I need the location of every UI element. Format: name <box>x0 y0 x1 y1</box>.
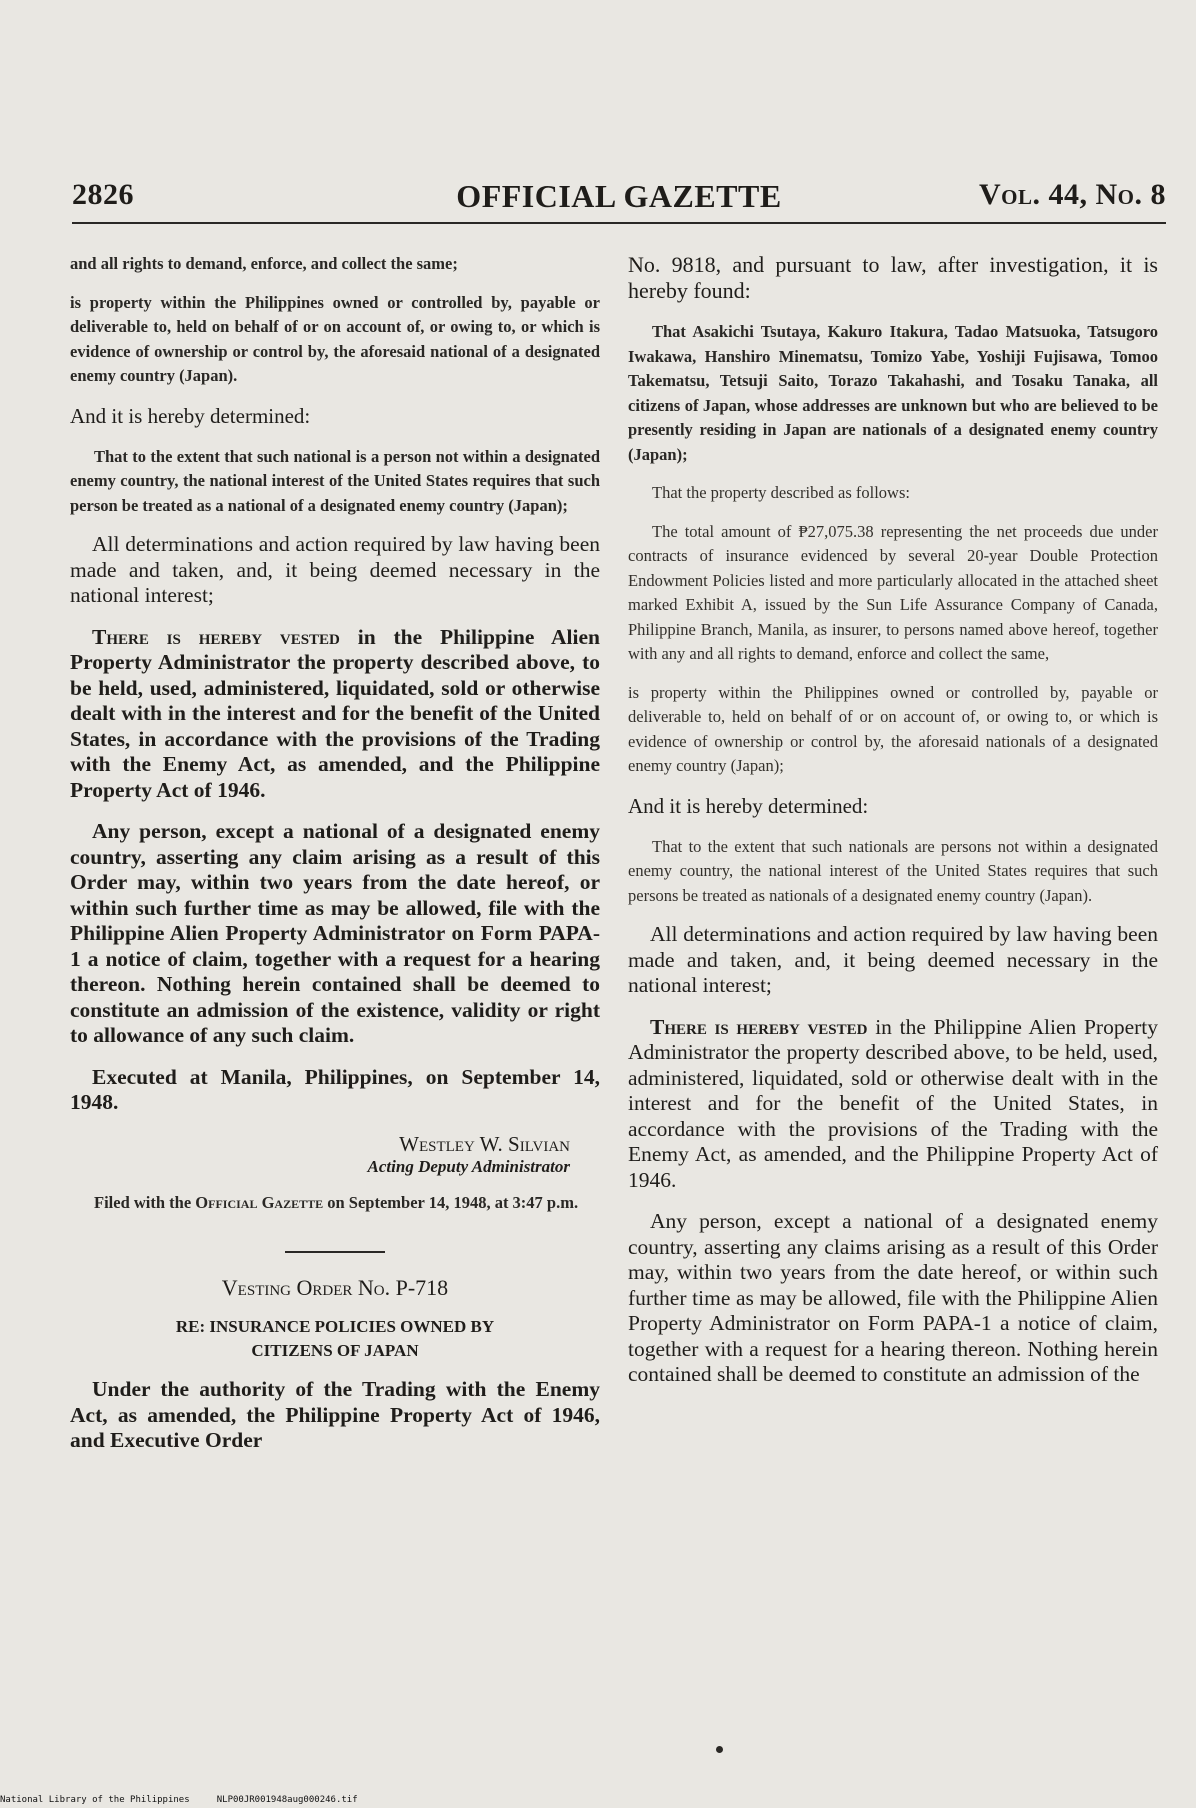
vested-lead: There is hereby vested <box>92 624 340 649</box>
paragraph: is property within the Philippines owned or controlled by, payable or deliverable to, held on behalf of or on account of, or owing to, or which is evidence of ownership or control by, the aforesaid national of a designated enemy country (Japan). <box>70 292 600 385</box>
paragraph: Any person, except a national of a designated enemy country, asserting any claims arising as a result of this Order may, within two years from the date hereof, or within such further time as may be allowed, file with the Philippine Alien Property Administrator on Form PAPA-1 a notice of claim, together with a request for a hearing thereon. Nothing herein contained shall be deemed to constitute an admission of the <box>628 1209 1158 1386</box>
vesting-text: in the Philippine Alien Property Administrator the property described above, to be held, used, administered, liquidated, sold or otherwise dealt with in the interest and for the benefit of the United States, in accordance with the provisions of the Trading with the Enemy Act, as amended, and the Philippine Property Act of 1946. <box>70 624 600 802</box>
paragraph: The total amount of ₱27,075.38 representing the net proceeds due under contracts of insurance evidenced by several 20-year Double Protection Endowment Policies listed and more particularly allocated in the attached sheet marked Exhibit A, issued by the Sun Life Assurance Company of Canada, Philippine Branch, Manila, as insurer, to persons named above hereof, together with any and all rights to demand, enforce and collect the same, <box>628 521 1158 663</box>
paragraph: No. 9818, and pursuant to law, after investigation, it is hereby found: <box>628 252 1158 303</box>
paragraph: Any person, except a national of a designated enemy country, asserting any claim arising as a result of this Order may, within two years from the date hereof, or within such further time as may be allowed, file with the Philippine Alien Property Administrator on Form PAPA-1 a notice of claim, together with a request for a hearing thereon. Nothing herein contained shall be deemed to constitute an admission of the existence, validity or right to allowance of any such claim. <box>70 819 600 1047</box>
signatory-name: Westley W. Silvian <box>399 1131 570 1156</box>
vested-lead: There is hereby vested <box>650 1014 868 1039</box>
scan-footer: National Library of the Philippines NLP00JR001948aug000246.tif <box>0 1795 358 1805</box>
paragraph: Executed at Manila, Philippines, on September 14, 1948. <box>70 1064 600 1114</box>
signature-block <box>70 1132 600 1177</box>
page-mark <box>716 1746 723 1753</box>
vesting-order-title: Vesting Order No. P-718 <box>221 1275 449 1300</box>
header-rule <box>72 222 1166 224</box>
determination-heading: And it is hereby determined: <box>70 403 311 428</box>
paragraph: That the property described as follows: <box>652 483 910 502</box>
paragraph: Under the authority of the Trading with the Enemy Act, as amended, the Philippine Property Act of 1946, and Executive Order <box>70 1377 600 1452</box>
determination-heading: And it is hereby determined: <box>628 793 869 818</box>
vesting-paragraph <box>628 1015 1158 1194</box>
vesting-text: in the Philippine Alien Property Administrator the property described above, to be held, used, administered, liquidated, sold or otherwise dealt with in the interest and for the benefit of the United States, in accordance with the provisions of the Trading with the Enemy Act, as amended, and the Philippine Property Act of 1946. <box>628 1014 1158 1192</box>
left-column <box>70 252 600 1470</box>
filing-note: Filed with the Official Gazette on September 14, 1948, at 3:47 p.m. <box>94 1192 579 1212</box>
right-column <box>628 252 1158 1404</box>
paragraph: is property within the Philippines owned or controlled by, payable or deliverable to, held on behalf of or on account of, or owing to, or which is evidence of ownership or control by, the aforesaid nationals of a designated enemy country (Japan); <box>628 682 1158 775</box>
signatory-role: Acting Deputy Administrator <box>367 1156 570 1176</box>
paragraph: That to the extent that such nationals are persons not within a designated enemy country, the national interest of the United States requires that such persons be treated as nationals of a designated enemy country (Japan). <box>628 836 1158 905</box>
paragraph: That to the extent that such national is a person not within a designated enemy country, the national interest of the United States requires that such person be treated as a national of a designated enemy country (Japan); <box>70 446 600 515</box>
paragraph: All determinations and action required by law having been made and taken, and, it being deemed necessary in the national interest; <box>70 532 600 607</box>
publication-title: OFFICIAL GAZETTE <box>456 178 782 214</box>
paragraph: All determinations and action required by law having been made and taken, and, it being deemed necessary in the national interest; <box>628 922 1158 997</box>
subject-heading: RE: INSURANCE POLICIES OWNED BY CITIZENS OF JAPAN <box>175 1317 495 1360</box>
volume-label: Vol. 44, No. 8 <box>978 178 1166 211</box>
page-header <box>72 178 1166 218</box>
page-number: 2826 <box>72 178 134 211</box>
section-divider <box>285 1251 385 1253</box>
paragraph: and all rights to demand, enforce, and collect the same; <box>70 254 458 273</box>
vesting-paragraph <box>70 625 600 804</box>
paragraph: That Asakichi Tsutaya, Kakuro Itakura, Tadao Matsuoka, Tatsugoro Iwakawa, Hanshiro Minematsu, Tomizo Yabe, Yoshiji Fujisawa, Tomoo Takematsu, Tetsuji Saito, Torazo Takahashi, and Tosaku Tanaka, all citizens of Japan, whose addresses are unknown but who are believed to be presently residing in Japan are nationals of a designated enemy country (Japan); <box>628 322 1158 464</box>
